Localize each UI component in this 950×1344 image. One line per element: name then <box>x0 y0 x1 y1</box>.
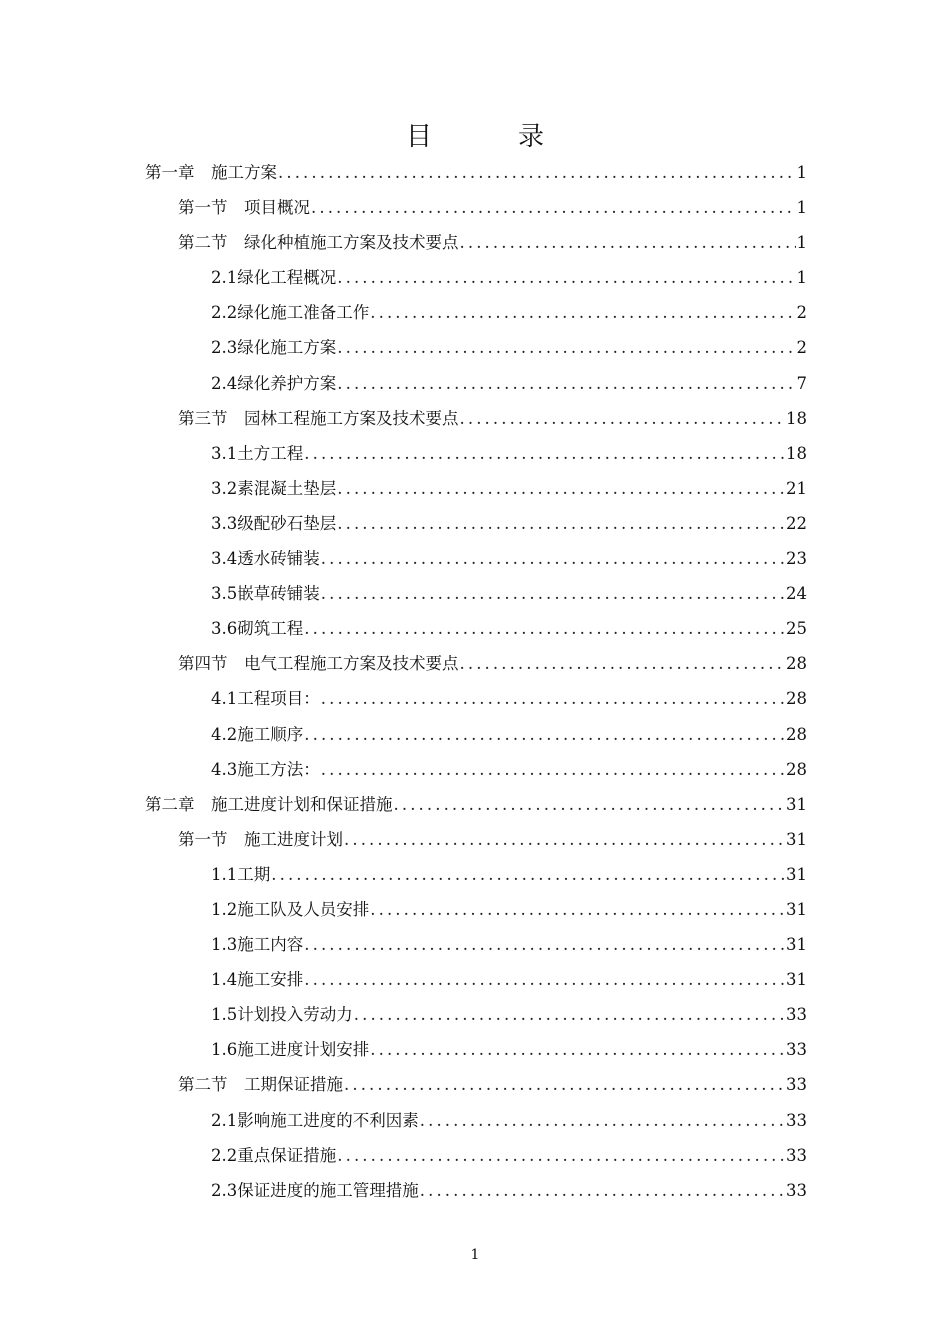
toc-entry-text: 4.1工程项目： <box>211 689 320 709</box>
toc-entry-text: 4.2施工顺序 <box>211 724 304 744</box>
toc-entry-label <box>178 225 459 260</box>
toc-entry-label <box>178 646 459 681</box>
toc-entry-page: 2 <box>796 338 807 358</box>
toc-entry-text: 2.2绿化施工准备工作 <box>211 303 370 323</box>
toc-entry-label <box>211 366 336 401</box>
toc-entry-text: 3.1土方工程 <box>211 443 304 463</box>
toc-entry-label <box>211 1032 369 1067</box>
toc-leader-dots <box>420 1103 785 1138</box>
toc-entry-label <box>211 1138 336 1173</box>
toc-entry[interactable] <box>145 576 807 611</box>
toc-entry-number: 第二节 <box>178 233 228 253</box>
toc-entry-text: 施工方案 <box>211 163 277 182</box>
toc-entry-page: 7 <box>796 373 807 393</box>
toc-entry-number: 第二章 <box>145 794 195 814</box>
toc-leader-dots <box>420 1173 785 1208</box>
toc-leader-dots <box>337 260 795 295</box>
toc-entry[interactable] <box>145 892 807 927</box>
toc-entry[interactable] <box>145 225 807 260</box>
toc-leader-dots <box>304 436 785 471</box>
toc-entry-text: 项目概况 <box>244 198 310 218</box>
toc-entry[interactable] <box>145 295 807 330</box>
toc-entry[interactable] <box>145 1173 807 1208</box>
toc-entry-label <box>145 155 277 190</box>
toc-entry-label <box>211 611 303 646</box>
toc-leader-dots <box>311 190 796 225</box>
toc-leader-dots <box>304 927 785 962</box>
toc-entry-text: 2.3保证进度的施工管理措施 <box>211 1180 419 1200</box>
toc-entry[interactable] <box>145 752 807 787</box>
toc-entry-number: 第四节 <box>178 654 228 674</box>
toc-entry-text: 1.2施工队及人员安排 <box>211 899 370 919</box>
toc-entry-page: 31 <box>786 794 807 814</box>
toc-entry[interactable] <box>145 681 807 716</box>
toc-entry-page: 33 <box>786 1005 807 1025</box>
toc-entry-page: 33 <box>786 1110 807 1130</box>
toc-entry-text: 园林工程施工方案及技术要点 <box>244 408 459 428</box>
toc-entry-text: 施工进度计划 <box>244 829 343 849</box>
toc-entry-page: 33 <box>786 1075 807 1095</box>
toc-leader-dots <box>337 330 795 365</box>
toc-entry-number: 第二节 <box>178 1075 228 1095</box>
toc-entry[interactable] <box>145 471 807 506</box>
toc-entry-page: 31 <box>786 864 807 884</box>
toc-entry-page: 21 <box>786 478 807 498</box>
toc-entry-page: 31 <box>786 970 807 990</box>
toc-entry-text: 3.3级配砂石垫层 <box>211 513 337 533</box>
toc-entry-number: 第一节 <box>178 198 228 218</box>
toc-entry-label <box>211 506 336 541</box>
toc-leader-dots <box>460 401 786 436</box>
toc-entry[interactable] <box>145 857 807 892</box>
toc-entry-label <box>211 541 320 576</box>
toc-entry-text: 2.4绿化养护方案 <box>211 373 337 393</box>
toc-entry-text: 1.1工期 <box>211 864 271 884</box>
toc-leader-dots <box>370 892 785 927</box>
toc-entry-text: 2.1绿化工程概况 <box>211 268 337 288</box>
toc-entry-label <box>211 436 303 471</box>
table-of-contents <box>145 155 807 1208</box>
toc-entry-page: 28 <box>786 759 807 779</box>
toc-entry[interactable] <box>145 822 807 857</box>
toc-entry[interactable] <box>145 1103 807 1138</box>
toc-leader-dots <box>304 962 785 997</box>
toc-entry-text: 绿化种植施工方案及技术要点 <box>244 233 459 253</box>
toc-entry-label <box>178 190 310 225</box>
toc-entry-page: 23 <box>786 549 807 569</box>
toc-leader-dots <box>278 155 796 190</box>
toc-entry-label <box>211 1173 419 1208</box>
toc-entry-label <box>211 962 303 997</box>
toc-entry[interactable] <box>145 190 807 225</box>
toc-leader-dots <box>370 295 795 330</box>
page-number: 1 <box>470 1247 480 1263</box>
toc-entry-number: 第一章 <box>145 163 195 182</box>
toc-entry-text: 3.6砌筑工程 <box>211 619 304 639</box>
toc-leader-dots <box>344 1067 785 1102</box>
toc-entry-label <box>178 822 343 857</box>
toc-entry-page: 25 <box>786 619 807 639</box>
toc-entry-page: 1 <box>796 198 807 218</box>
toc-entry-page: 31 <box>786 829 807 849</box>
toc-entry-page: 33 <box>786 1180 807 1200</box>
toc-leader-dots <box>460 646 786 681</box>
toc-leader-dots <box>337 366 795 401</box>
toc-entry-label <box>211 576 320 611</box>
toc-leader-dots <box>337 471 785 506</box>
toc-entry-label <box>211 892 369 927</box>
toc-entry-text: 3.2素混凝土垫层 <box>211 478 337 498</box>
toc-leader-dots <box>321 541 785 576</box>
toc-entry[interactable] <box>145 401 807 436</box>
toc-entry[interactable] <box>145 366 807 401</box>
toc-entry-text: 4.3施工方法： <box>211 759 320 779</box>
toc-leader-dots <box>271 857 785 892</box>
toc-entry-page: 28 <box>786 654 807 674</box>
toc-entry-text: 施工进度计划和保证措施 <box>211 794 393 814</box>
toc-entry[interactable] <box>145 1067 807 1102</box>
toc-leader-dots <box>321 576 785 611</box>
toc-entry-label <box>211 1103 419 1138</box>
toc-entry[interactable] <box>145 260 807 295</box>
toc-title-left: 目 <box>405 122 432 152</box>
toc-entry[interactable] <box>145 997 807 1032</box>
toc-entry-text: 电气工程施工方案及技术要点 <box>244 654 459 674</box>
toc-entry-label <box>178 1067 343 1102</box>
toc-entry-page: 22 <box>786 513 807 533</box>
toc-entry[interactable] <box>145 927 807 962</box>
toc-entry-text: 2.2重点保证措施 <box>211 1145 337 1165</box>
toc-leader-dots <box>370 1032 785 1067</box>
toc-entry-page: 31 <box>786 899 807 919</box>
toc-entry[interactable] <box>145 1138 807 1173</box>
toc-leader-dots <box>304 717 785 752</box>
toc-entry-page: 2 <box>796 303 807 323</box>
toc-leader-dots <box>337 1138 785 1173</box>
toc-entry[interactable] <box>145 646 807 681</box>
toc-entry-label <box>145 787 393 822</box>
toc-entry-label <box>211 857 270 892</box>
toc-entry-text: 1.6施工进度计划安排 <box>211 1040 370 1060</box>
toc-title <box>0 116 950 153</box>
toc-entry-page: 31 <box>786 935 807 955</box>
toc-entry[interactable] <box>145 155 807 190</box>
toc-entry-label <box>211 260 336 295</box>
toc-leader-dots <box>394 787 786 822</box>
toc-entry-label <box>211 471 336 506</box>
toc-entry-number: 第三节 <box>178 408 228 428</box>
toc-entry-text: 1.5计划投入劳动力 <box>211 1005 353 1025</box>
toc-entry[interactable] <box>145 787 807 822</box>
toc-entry[interactable] <box>145 611 807 646</box>
toc-entry[interactable] <box>145 717 807 752</box>
toc-entry-number: 第一节 <box>178 829 228 849</box>
toc-entry-page: 24 <box>786 584 807 604</box>
toc-entry-text: 1.3施工内容 <box>211 935 304 955</box>
toc-leader-dots <box>354 997 785 1032</box>
toc-entry-page: 33 <box>786 1145 807 1165</box>
toc-leader-dots <box>321 752 785 787</box>
toc-title-right: 录 <box>518 122 545 152</box>
toc-entry-text: 2.3绿化施工方案 <box>211 338 337 358</box>
toc-entry[interactable] <box>145 330 807 365</box>
toc-leader-dots <box>304 611 785 646</box>
toc-entry-page: 18 <box>786 408 807 428</box>
toc-entry-page: 1 <box>796 233 807 253</box>
toc-entry[interactable] <box>145 506 807 541</box>
toc-entry[interactable] <box>145 1032 807 1067</box>
toc-entry-label <box>211 927 303 962</box>
toc-entry[interactable] <box>145 436 807 471</box>
toc-leader-dots <box>460 225 796 260</box>
toc-entry-page: 28 <box>786 689 807 709</box>
toc-leader-dots <box>344 822 785 857</box>
toc-entry-page: 1 <box>796 268 807 288</box>
toc-entry-label <box>211 330 336 365</box>
toc-leader-dots <box>321 681 785 716</box>
toc-entry-label <box>211 997 353 1032</box>
toc-entry-label <box>211 681 320 716</box>
toc-entry-page: 1 <box>796 163 807 182</box>
toc-entry-label <box>211 295 369 330</box>
toc-entry-label <box>211 717 303 752</box>
toc-entry-text: 工期保证措施 <box>244 1075 343 1095</box>
toc-entry[interactable] <box>145 541 807 576</box>
toc-entry-text: 1.4施工安排 <box>211 970 304 990</box>
toc-entry-page: 28 <box>786 724 807 744</box>
toc-entry-page: 18 <box>786 443 807 463</box>
toc-entry-label <box>211 752 320 787</box>
toc-entry-page: 33 <box>786 1040 807 1060</box>
toc-leader-dots <box>337 506 785 541</box>
toc-entry-text: 3.4透水砖铺装 <box>211 549 320 569</box>
toc-entry-text: 2.1影响施工进度的不利因素 <box>211 1110 419 1130</box>
toc-entry-text: 3.5嵌草砖铺装 <box>211 584 320 604</box>
toc-entry[interactable] <box>145 962 807 997</box>
toc-entry-label <box>178 401 459 436</box>
